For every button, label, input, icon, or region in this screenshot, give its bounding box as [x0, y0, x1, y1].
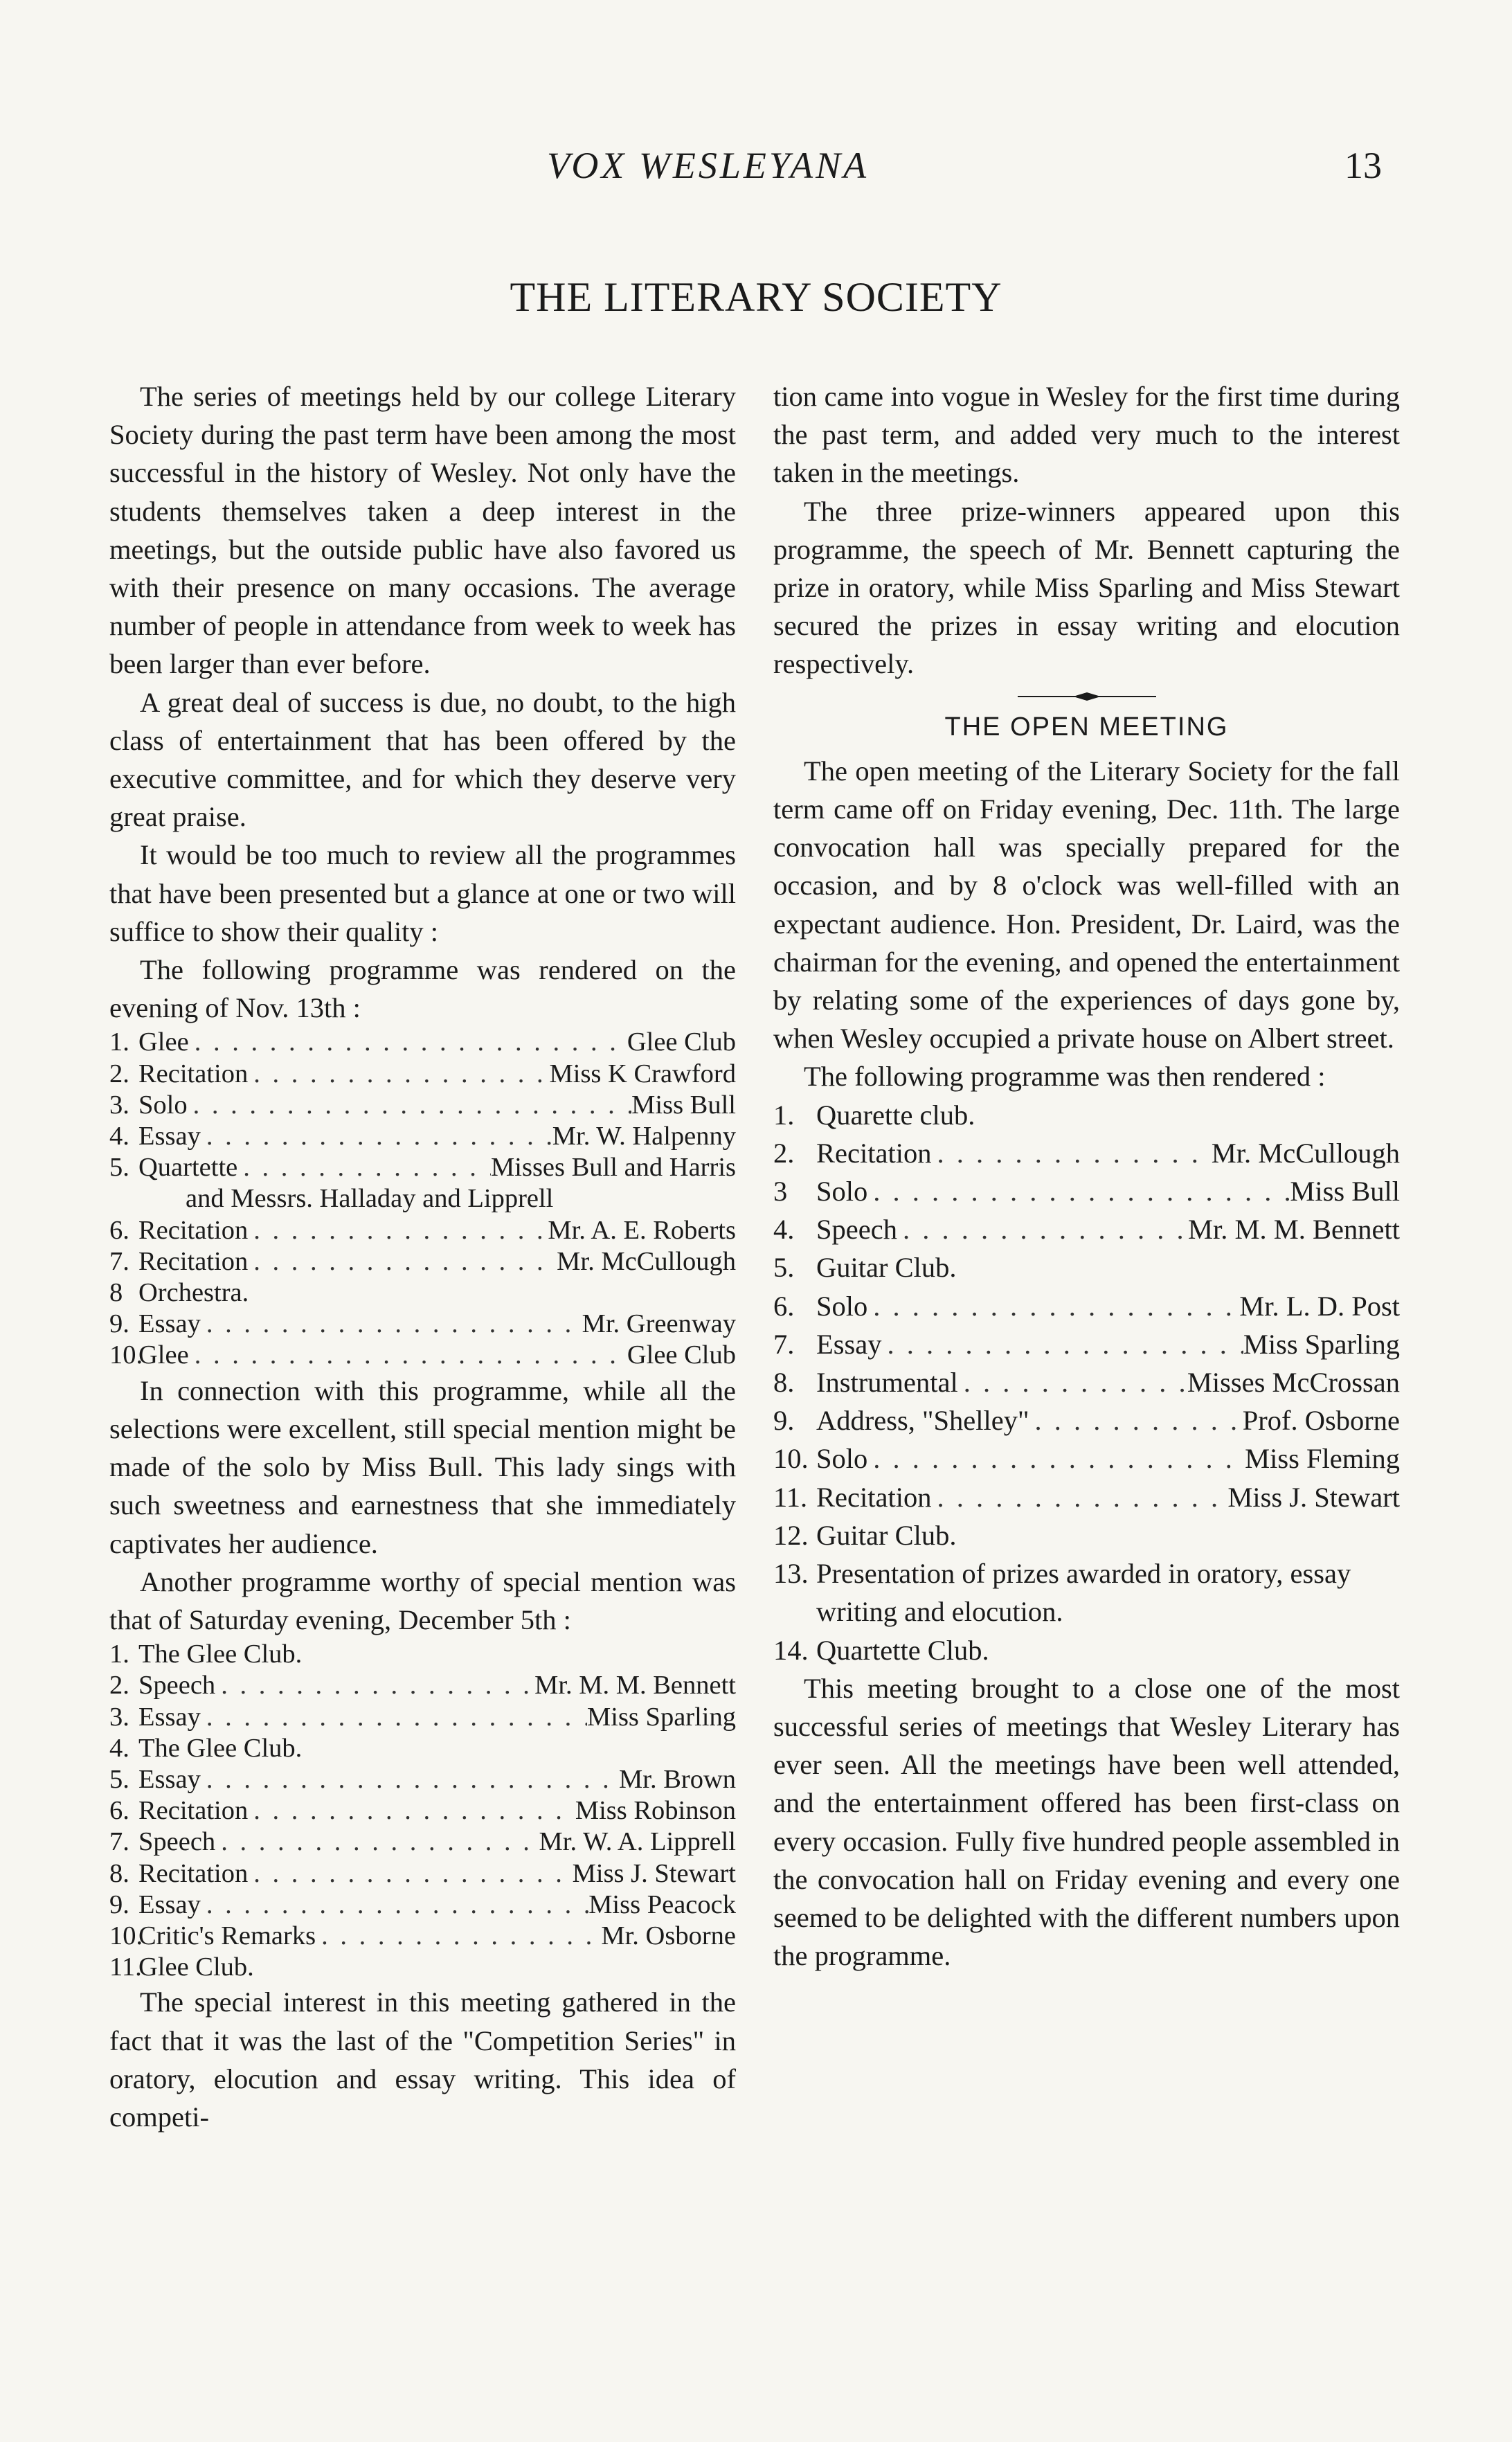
programme-item [109, 1764, 736, 1795]
item-performer: Miss Sparling [587, 1702, 736, 1732]
item-number: 4. [109, 1122, 129, 1151]
item-performer: Mr. L. D. Post [1239, 1290, 1400, 1322]
programme-item [109, 1309, 736, 1340]
programme-item [109, 1215, 736, 1246]
item-performer: Miss Bull [631, 1090, 736, 1120]
item-performer: Miss Bull [1290, 1176, 1400, 1207]
item-performer: Mr. Greenway [582, 1309, 736, 1339]
programme-item [109, 1340, 736, 1371]
item-number: 6. [109, 1796, 129, 1826]
item-performer: Miss Robinson [575, 1796, 736, 1826]
item-performer: Miss K Crawford [549, 1059, 736, 1088]
programme-item [109, 1121, 736, 1152]
item-title: Solo [816, 1176, 868, 1207]
programme-item: 14. Quartette Club. [773, 1634, 989, 1666]
dot-leader [1029, 1401, 1243, 1439]
item-title: Essay [138, 1889, 201, 1919]
item-number: 5. [109, 1153, 129, 1183]
article-title: THE LITERARY SOCIETY [510, 274, 1002, 320]
programme-item [109, 1670, 736, 1701]
dot-leader [189, 1027, 627, 1058]
programme-item [109, 1795, 736, 1826]
programme-item [109, 1702, 736, 1733]
paragraph: The following programme was then rendered : [804, 1061, 1326, 1093]
paragraph: A great deal of success is due, no doubt, to the high class of entertainment that has been offered by the executive committee, and for which they deserve very great praise. [109, 686, 736, 833]
programme-item [773, 1325, 1400, 1363]
item-title: Recitation [138, 1246, 249, 1276]
item-performer: Glee Club [627, 1027, 736, 1057]
programme-item: 5. Guitar Club. [773, 1252, 957, 1284]
paragraph: Another programme worthy of special mention was that of Saturday evening, December 5th : [109, 1565, 736, 1635]
item-number: 7. [109, 1246, 129, 1276]
journal-title: VOX WESLEYANA [547, 145, 870, 186]
programme-item: 11.Glee Club. [109, 1952, 254, 1982]
dot-leader [188, 1090, 632, 1121]
paragraph: The open meeting of the Literary Society for the fall term came off on Friday evening, Dec. 11th. The large convocation hall was specially prepared for the occasion, and by 8 o'clock was well-filled with an expectant audience. Hon. President, Dr. Laird, was the chairman for the evening, and opened the entertainment by relating some of the experiences of days gone by, when Wesley occupied a private house on Albert street. [773, 755, 1400, 1054]
item-number: 10. [109, 1340, 143, 1370]
dot-leader [201, 1309, 582, 1340]
item-number: 2. [109, 1671, 129, 1700]
item-performer: Mr. M. M. Bennett [1187, 1214, 1400, 1246]
item-performer: Miss Fleming [1245, 1443, 1400, 1475]
item-number: 1. [109, 1027, 129, 1057]
paragraph: The special interest in this meeting gathered in the fact that it was the last of the "Competition Series" in oratory, elocution and essay writing. This idea of competi- [109, 1986, 736, 2133]
paragraph: The following programme was rendered on the evening of Nov. 13th : [109, 954, 736, 1024]
programme-item: 13. Presentation of prizes awarded in oratory, essay writing and elocution. [773, 1558, 1351, 1628]
programme-item [109, 1059, 736, 1090]
programme-item [773, 1363, 1400, 1401]
programme-item [109, 1027, 736, 1058]
item-number: 11. [773, 1481, 808, 1513]
programme-item [773, 1439, 1400, 1478]
item-number: 7. [773, 1328, 795, 1360]
paragraph: tion came into vogue in Wesley for the first time during the past term, and added very much to the interest taken in the meetings. [773, 381, 1400, 489]
item-number: 10. [109, 1921, 143, 1950]
programme-item: 12. Guitar Club. [773, 1519, 957, 1551]
item-number: 8. [773, 1367, 795, 1399]
dot-leader [248, 1246, 557, 1277]
item-number: 7. [109, 1827, 129, 1857]
item-title: Solo [816, 1443, 868, 1475]
item-performer: Mr. McCullough [1211, 1137, 1400, 1169]
programme-item: 8 Orchestra. [109, 1278, 249, 1308]
item-title: Recitation [138, 1796, 249, 1826]
item-performer: Mr. McCullough [557, 1246, 736, 1276]
programme-item [773, 1172, 1400, 1210]
item-number: 10. [773, 1443, 809, 1475]
programme-open-meeting [773, 1096, 1400, 1669]
programme-item [109, 1090, 736, 1121]
dot-leader [215, 1826, 539, 1858]
item-performer: Glee Club [627, 1340, 736, 1370]
item-performer: Misses Bull and Harris [491, 1153, 736, 1183]
programme-item [773, 1134, 1400, 1172]
paragraph: In connection with this programme, while all the selections were excellent, still special mention might be made of the solo by Miss Bull. This lady sings with such sweetness and earnestness that she immediately captivates her audience. [109, 1374, 736, 1559]
item-number: 9. [109, 1889, 129, 1919]
item-performer: Misses McCrossan [1187, 1367, 1400, 1399]
item-performer: Mr. A. E. Roberts [548, 1215, 736, 1245]
item-performer: Miss Peacock [588, 1889, 736, 1919]
divider-ornament [1018, 692, 1156, 701]
dot-leader [867, 1439, 1245, 1478]
item-performer: Mr. M. M. Bennett [534, 1671, 736, 1700]
item-title: Address, "Shelley" [816, 1405, 1029, 1437]
right-column [773, 377, 1400, 1975]
programme-item: 1. The Glee Club. [109, 1640, 303, 1669]
dot-leader [867, 1287, 1239, 1325]
dot-leader [882, 1325, 1243, 1363]
item-performer: Mr. Brown [619, 1764, 736, 1794]
item-title: Critic's Remarks [138, 1921, 316, 1950]
dot-leader [248, 1059, 549, 1090]
item-title: Essay [816, 1328, 882, 1360]
dot-leader [248, 1858, 572, 1889]
item-title: Recitation [138, 1215, 249, 1245]
dot-leader [867, 1172, 1290, 1210]
item-number: 3. [109, 1090, 129, 1120]
item-title: Recitation [816, 1481, 932, 1513]
item-title: Essay [138, 1764, 201, 1794]
item-performer: Miss Sparling [1243, 1328, 1400, 1360]
programme-item [773, 1287, 1400, 1325]
page-number: 13 [1344, 145, 1382, 186]
programme-dec-5 [109, 1639, 736, 1983]
item-title: Quartette [138, 1153, 238, 1183]
programme-item [109, 1152, 736, 1183]
dot-leader [237, 1152, 491, 1183]
item-number: 5. [109, 1764, 129, 1794]
item-title: Speech [138, 1671, 216, 1700]
dot-leader [316, 1921, 601, 1952]
item-title: Solo [816, 1290, 868, 1322]
paragraph: The series of meetings held by our college Literary Society during the past term have been among the most successful in the history of Wesley. Not only have the students themselves taken a deep interest in the meetings, but the outside public have also favored us with their presence on many occasions. The average number of people in attendance from week to week has been larger than ever before. [109, 381, 736, 680]
dot-leader [215, 1670, 534, 1701]
dot-leader [201, 1702, 587, 1733]
item-number: 2. [109, 1059, 129, 1088]
item-title: Speech [138, 1827, 216, 1857]
item-number: 8. [109, 1858, 129, 1888]
item-title: Solo [138, 1090, 188, 1120]
item-number: 3 [773, 1176, 788, 1207]
item-title: Recitation [816, 1137, 932, 1169]
item-title: Recitation [138, 1858, 249, 1888]
programme-item [109, 1889, 736, 1921]
programme-item [109, 1921, 736, 1952]
programme-item: 4. The Glee Club. [109, 1733, 303, 1763]
item-title: Glee [138, 1027, 189, 1057]
item-number: 4. [773, 1214, 795, 1246]
item-performer: Mr. Osborne [601, 1921, 736, 1950]
programme-item: 1. Quarette club. [773, 1099, 975, 1131]
section-subheading: THE OPEN MEETING [944, 712, 1229, 742]
item-performer: Mr. W. A. Lipprell [539, 1827, 736, 1857]
item-title: Instrumental [816, 1367, 958, 1399]
item-performer: Miss J. Stewart [572, 1858, 736, 1888]
paragraph: This meeting brought to a close one of the most successful series of meetings that Wesley Literary has ever seen. All the meetings have been well attended, and the entertainment offered has been first-class on every occasion. Fully five hundred people assembled in the convocation hall on Friday evening and every one seemed to be delighted with the different numbers upon the programme. [773, 1672, 1400, 1972]
dot-leader [897, 1210, 1188, 1248]
item-title: Glee [138, 1340, 189, 1370]
dot-leader [201, 1764, 619, 1795]
item-number: 2. [773, 1137, 795, 1169]
paragraph: It would be too much to review all the programmes that have been presented but a glance at one or two will suffice to show their quality : [109, 839, 736, 947]
left-column [109, 377, 736, 2136]
item-number: 9. [773, 1405, 795, 1437]
item-title: Essay [138, 1309, 201, 1339]
item-performer: Miss J. Stewart [1227, 1481, 1400, 1513]
programme-item [773, 1210, 1400, 1248]
dot-leader [201, 1121, 552, 1152]
item-title: Essay [138, 1122, 201, 1151]
item-number: 9. [109, 1309, 129, 1339]
dot-leader [248, 1215, 548, 1246]
dot-leader [189, 1340, 627, 1371]
item-number: 6. [773, 1290, 795, 1322]
programme-nov-13 [109, 1027, 736, 1371]
programme-item-continuation: and Messrs. Halladay and Lipprell [186, 1184, 554, 1214]
paragraph: The three prize-winners appeared upon this programme, the speech of Mr. Bennett capturing the prize in oratory, while Miss Sparling and Miss Stewart secured the prizes in essay writing and elocution respectively. [773, 495, 1400, 680]
item-title: Speech [816, 1214, 897, 1246]
dot-leader [931, 1134, 1211, 1172]
item-title: Recitation [138, 1059, 249, 1088]
dot-leader [248, 1795, 575, 1826]
dot-leader [201, 1889, 588, 1921]
dot-leader [958, 1363, 1187, 1401]
programme-item [773, 1401, 1400, 1439]
programme-item [109, 1858, 736, 1889]
item-performer: Prof. Osborne [1242, 1405, 1400, 1437]
item-number: 3. [109, 1702, 129, 1732]
item-number: 6. [109, 1215, 129, 1245]
item-performer: Mr. W. Halpenny [552, 1122, 736, 1151]
dot-leader [931, 1478, 1227, 1516]
programme-item [109, 1826, 736, 1858]
item-title: Essay [138, 1702, 201, 1732]
programme-item [773, 1478, 1400, 1516]
programme-item [109, 1246, 736, 1277]
